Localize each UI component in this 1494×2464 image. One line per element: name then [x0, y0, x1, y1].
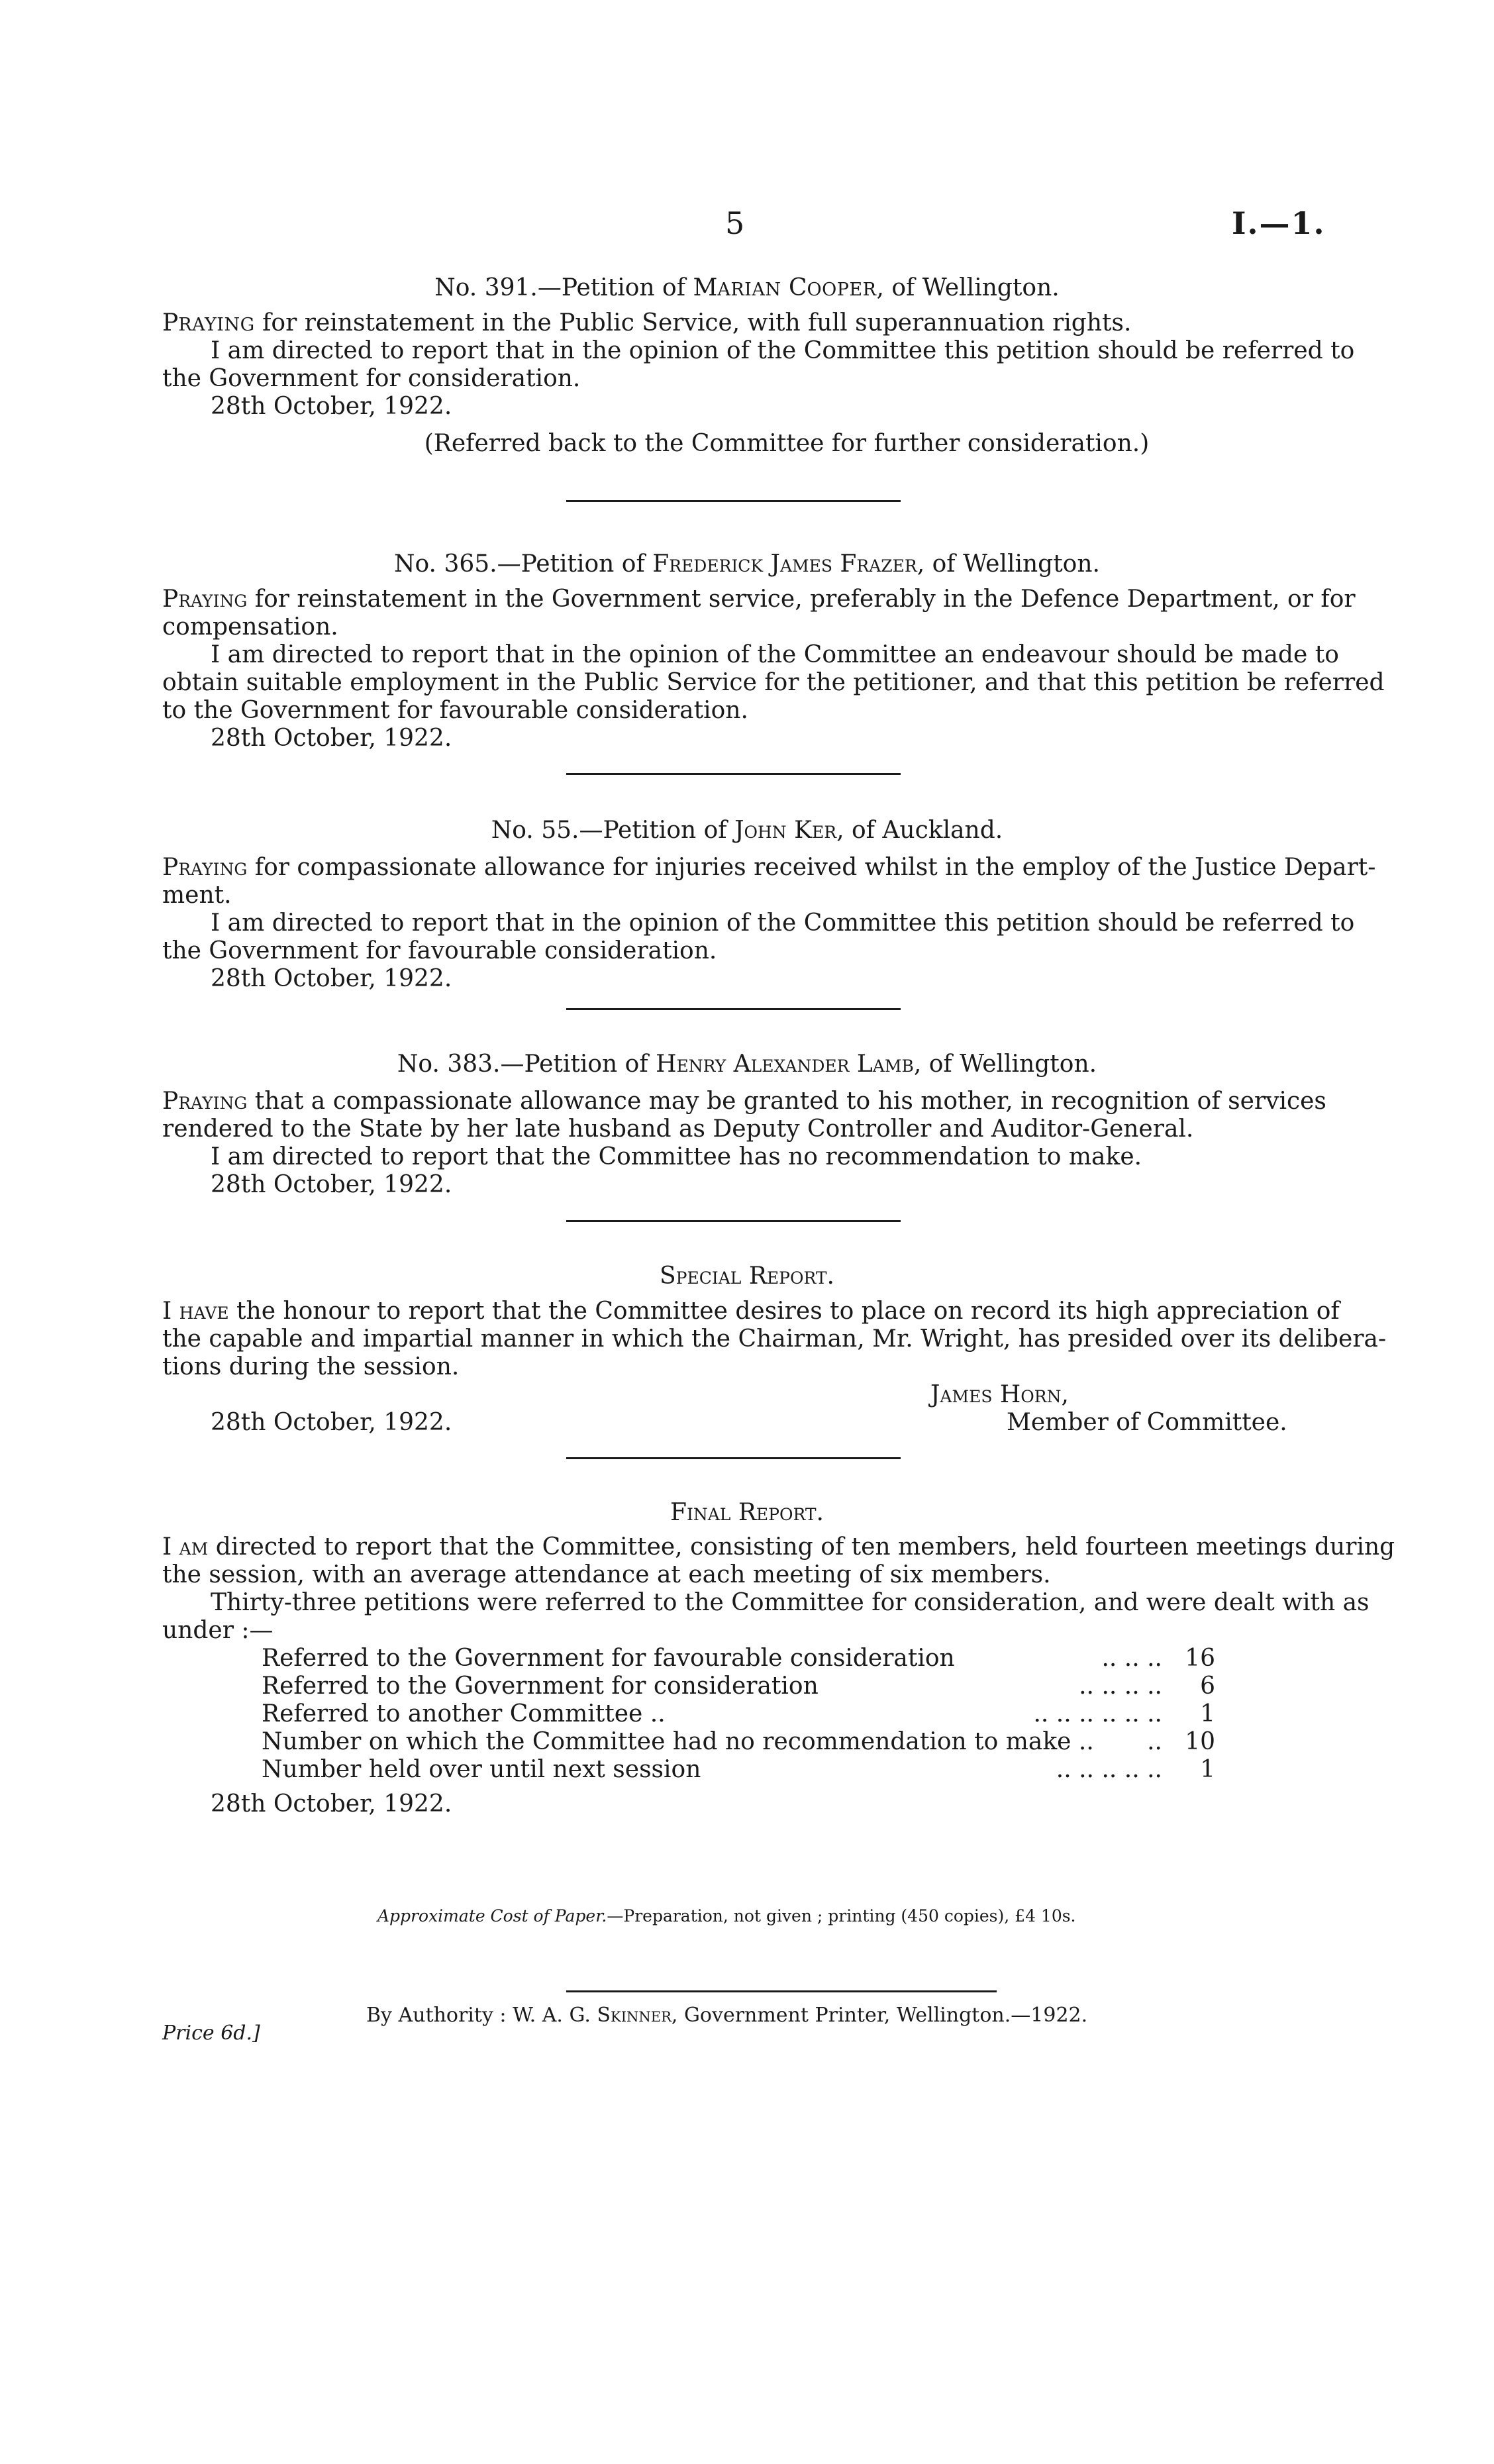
final-report-text: under :—: [162, 1617, 274, 1644]
petition-heading: No. 391.—Petition of MARIAN COOPER, of Wellington.: [434, 274, 1060, 301]
petition-prayer: ment.: [162, 882, 232, 909]
petition-heading: No. 365.—Petition of Frederick James Frazer, of Wellington.: [394, 550, 1100, 578]
petition-report: I am directed to report that in the opinion of the Committee an endeavour should be made to: [211, 641, 1339, 668]
section-divider: [566, 773, 901, 775]
final-report-title: Final Report.: [670, 1499, 824, 1526]
petition-prayer: PRAYING for reinstatement in the Public Service, with full superannuation rights.: [162, 309, 1132, 336]
final-report-text: Thirty-three petitions were referred to the Committee for consideration, and were dealt with as: [211, 1589, 1370, 1616]
price: Price 6d.]: [162, 2022, 260, 2045]
paper-reference: I.—1.: [1232, 205, 1326, 241]
petition-date: 28th October, 1922.: [211, 965, 452, 992]
section-divider: [566, 1220, 901, 1222]
petition-report: to the Government for favourable consideration.: [162, 697, 748, 724]
petition-report: the Government for favourable consideration.: [162, 937, 717, 964]
section-divider: [566, 500, 901, 502]
printer-authority: By Authority : W. A. G. Skinner, Government Printer, Wellington.—1922.: [366, 2004, 1088, 2027]
petition-report: I am directed to report that the Committee has no recommendation to make.: [211, 1143, 1142, 1170]
section-divider: [566, 1457, 901, 1459]
petition-prayer: Praying that a compassionate allowance may be granted to his mother, in recognition of services: [162, 1088, 1326, 1115]
petition-prayer: Praying for compassionate allowance for injuries received whilst in the employ of the Justice Depart-: [162, 854, 1376, 881]
petition-note: (Referred back to the Committee for further consideration.): [424, 430, 1150, 457]
petition-heading: No. 383.—Petition of Henry Alexander Lamb, of Wellington.: [397, 1051, 1097, 1078]
special-report-text: tions during the session.: [162, 1353, 460, 1380]
final-report-date: 28th October, 1922.: [211, 1790, 452, 1818]
petition-date: 28th October, 1922.: [211, 1171, 452, 1198]
footer-rule: [566, 1990, 997, 1992]
signatory-role: Member of Committee.: [1007, 1409, 1287, 1436]
special-report-title: Special Report.: [659, 1262, 834, 1290]
petition-report: I am directed to report that in the opinion of the Committee this petition should be referred to: [211, 337, 1355, 364]
final-report-text: the session, with an average attendance at each meeting of six members.: [162, 1561, 1051, 1588]
petition-report: I am directed to report that in the opinion of the Committee this petition should be referred to: [211, 909, 1355, 937]
signatory-name: James Horn,: [930, 1381, 1069, 1408]
petition-date: 28th October, 1922.: [211, 725, 452, 752]
page-number: 5: [725, 205, 745, 241]
petition-report: the Government for consideration.: [162, 365, 581, 392]
section-divider: [566, 1008, 901, 1010]
special-report-text: the capable and impartial manner in which the Chairman, Mr. Wright, has presided over its delibera-: [162, 1325, 1387, 1353]
petition-heading: No. 55.—Petition of John Ker, of Auckland.: [491, 817, 1003, 844]
petition-prayer: compensation.: [162, 613, 338, 641]
cost-of-paper: Approximate Cost of Paper.—Preparation, not given ; printing (450 copies), £4 10s.: [377, 1906, 1076, 1925]
petition-prayer: Praying for reinstatement in the Government service, preferably in the Defence Department, or for: [162, 586, 1356, 613]
special-report-date: 28th October, 1922.: [211, 1409, 452, 1436]
petition-prayer: rendered to the State by her late husband as Deputy Controller and Auditor-General.: [162, 1115, 1194, 1143]
final-report-text: I am directed to report that the Committee, consisting of ten members, held fourteen meetings during: [162, 1533, 1395, 1561]
petition-report: obtain suitable employment in the Public Service for the petitioner, and that this petition be referred: [162, 669, 1385, 696]
petition-date: 28th October, 1922.: [211, 393, 452, 420]
special-report-text: I have the honour to report that the Committee desires to place on record its high appreciation of: [162, 1298, 1340, 1325]
